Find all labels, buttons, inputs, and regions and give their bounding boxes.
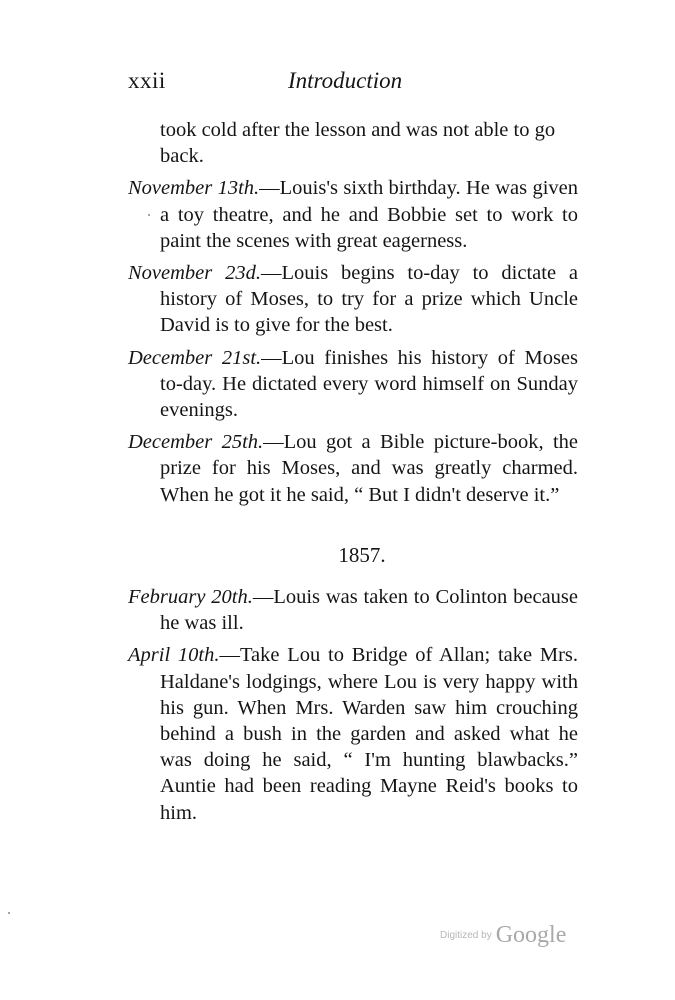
diary-entry [128, 260, 578, 339]
entry-date: April 10th. [128, 644, 220, 667]
entry-date: December 21st. [128, 346, 262, 369]
page-header [128, 68, 578, 98]
entry-date: November 23d. [128, 262, 261, 285]
watermark-prefix: Digitized by [440, 930, 492, 941]
diary-entry [128, 345, 578, 424]
watermark-logo: Google [495, 922, 567, 948]
entry-text: —Louis's sixth birthday. He was given a toy theatre, and he and Bobbie set to work to paint the scenes with great eagerness. [160, 177, 578, 252]
ink-speck [148, 214, 150, 216]
entry-text: —Lou got a Bible picture-book, the prize for his Moses, and was greatly charmed. When he got it he said, “ But I didn't deserve it.” [160, 431, 578, 506]
ink-speck [8, 912, 10, 914]
digitized-watermark [440, 922, 566, 952]
diary-entry [128, 584, 578, 636]
body-text [128, 117, 578, 832]
year-heading: 1857. [338, 542, 386, 567]
running-head: Introduction [288, 68, 403, 93]
entry-date: February 20th. [128, 586, 253, 609]
diary-entry [128, 642, 578, 825]
entry-text: took cold after the lesson and was not able to go back. [160, 119, 556, 168]
diary-entry [128, 429, 578, 508]
entry-continuation [128, 117, 578, 169]
entry-text: —Take Lou to Bridge of Allan; take Mrs. Haldane's lodgings, where Lou is very happy with his gun. When Mrs. Warden saw him crouching behind a bush in the garden and asked what he was doing he said, “ I'm hunting blawbacks.” Auntie had been reading Mayne Reid's books to him. [160, 644, 578, 824]
entry-text: —Louis begins to-day to dictate a history of Moses, to try for a prize which Uncle David is to give for the best. [160, 262, 578, 337]
entry-date: November 13th. [128, 177, 260, 200]
entry-text: —Lou finishes his history of Moses to-day. He dictated every word himself on Sunday evenings. [160, 346, 579, 422]
diary-entry [128, 175, 578, 254]
entry-text: —Louis was taken to Colinton because he was ill. [160, 586, 578, 635]
entry-date: December 25th. [128, 431, 264, 454]
page-number: xxii [128, 68, 166, 93]
